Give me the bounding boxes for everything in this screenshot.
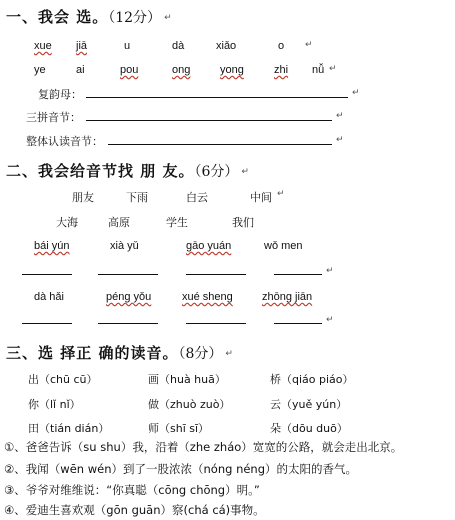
syllable: yong — [220, 64, 244, 76]
pinyin: wǒ men — [264, 240, 303, 252]
syllable: ong — [172, 64, 191, 76]
return-mark: ↵ — [336, 111, 344, 121]
word: 高原 — [108, 216, 130, 229]
reading-choice: 出（chū cū） — [28, 373, 98, 386]
sentence: ②、我闻（wēn wén）到了一股浓浓（nóng néng）的太阳的香气。 — [4, 462, 358, 476]
label-whole-recognition-syllables: 整体认读音节： — [26, 135, 103, 148]
syllable: pou — [120, 64, 139, 76]
syllable: xiǎo — [216, 40, 237, 52]
section1-title: 一、我会 选。（12分） ↵ — [6, 8, 173, 26]
pinyin: gāo yuán — [186, 240, 232, 252]
word: 朋友 — [72, 191, 94, 204]
syllable: xue — [34, 40, 52, 52]
pinyin: péng yǒu — [106, 291, 152, 303]
answer-line — [22, 323, 72, 324]
syllable: ai — [76, 64, 85, 76]
pinyin: zhōng jiān — [262, 291, 313, 303]
pinyin: dà hǎi — [34, 291, 64, 303]
word: 学生 — [166, 216, 188, 229]
word: 中间 — [250, 191, 272, 204]
word: 大海 — [56, 216, 78, 229]
sentence: ①、爸爸告诉（su shu）我，沿着（zhe zháo）宽宽的公路，就会走出北京。 — [4, 440, 403, 454]
section2-title: 二、我会给音节找 朋 友。（6分） ↵ — [6, 162, 250, 180]
syllable: zhi — [274, 64, 289, 76]
sentence: ③、爷爷对维维说：“你真聪（cōng chōng）明。” — [4, 483, 260, 497]
return-mark: ↵ — [277, 189, 285, 199]
word: 我们 — [232, 216, 254, 229]
answer-line — [186, 323, 246, 324]
answer-line — [86, 97, 348, 98]
reading-choice: 桥（qiáo piáo） — [270, 373, 354, 386]
answer-line — [108, 144, 332, 145]
reading-choice: 你（lǐ nǐ） — [28, 398, 81, 411]
answer-line — [86, 120, 332, 121]
syllable: nǚ — [312, 64, 325, 76]
reading-choice: 师（shī sī） — [148, 422, 210, 435]
answer-line — [274, 274, 322, 275]
syllable: o — [278, 40, 285, 52]
return-mark: ↵ — [336, 135, 344, 145]
syllable: dà — [172, 40, 185, 52]
return-mark: ↵ — [326, 266, 334, 276]
syllable: ye — [34, 64, 46, 76]
answer-line — [186, 274, 246, 275]
answer-line — [22, 274, 72, 275]
word: 白云 — [186, 191, 208, 204]
reading-choice: 田（tián dián） — [28, 422, 110, 435]
return-mark: ↵ — [352, 88, 360, 98]
return-mark: ↵ — [326, 315, 334, 325]
pinyin: bái yún — [34, 240, 70, 252]
reading-choice: 朵（dōu duō） — [270, 422, 348, 435]
pinyin: xué sheng — [182, 291, 233, 303]
word: 下雨 — [126, 191, 148, 204]
label-compound-finals: 复韵母： — [38, 88, 82, 101]
syllable: jiā — [76, 40, 88, 52]
reading-choice: 画（huà huā） — [148, 373, 226, 386]
section3-title: 三、选 择正 确的读音。（8分） ↵ — [6, 344, 234, 362]
sentence: ④、爱迪生喜欢观（gōn guān）察(chá cá)事物。 — [4, 503, 265, 517]
reading-choice: 做（zhuò zuò） — [148, 398, 231, 411]
pinyin: xià yǔ — [110, 240, 139, 252]
return-mark: ↵ — [305, 40, 313, 50]
syllable: u — [124, 40, 131, 52]
return-mark: ↵ — [329, 64, 337, 74]
answer-line — [274, 323, 322, 324]
answer-line — [98, 323, 158, 324]
reading-choice: 云（yuě yún） — [270, 398, 348, 411]
answer-line — [98, 274, 158, 275]
label-three-part-syllables: 三拼音节： — [26, 111, 81, 124]
